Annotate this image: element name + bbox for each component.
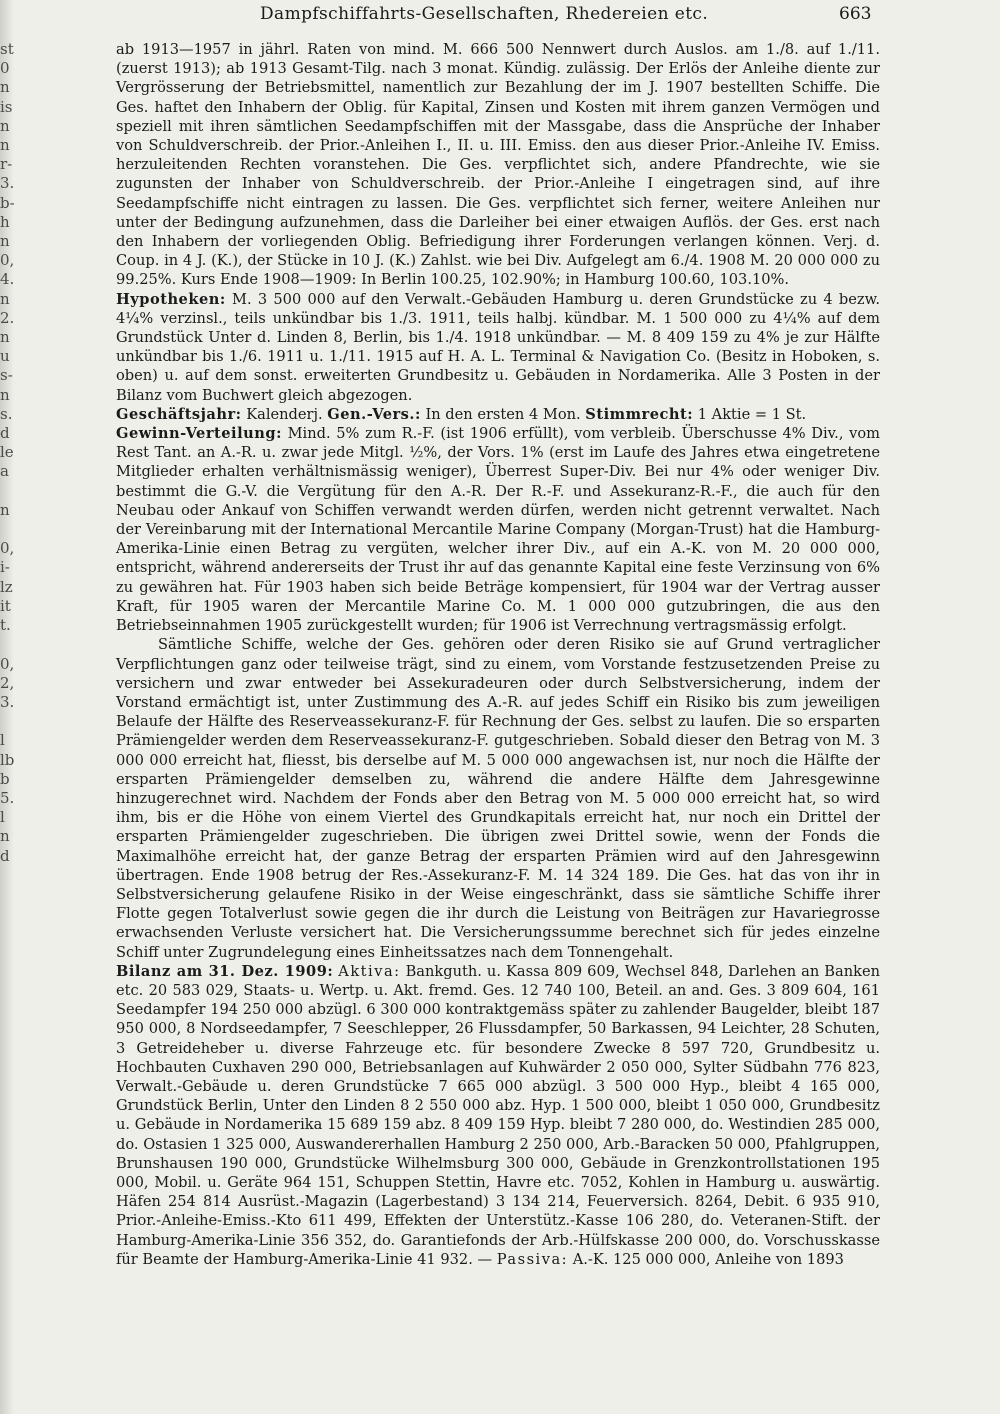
text-run: M. 3 500 000 auf den Verwalt.-Gebäuden Hamburg u. deren Grundstücke zu 4 bezw. 4¼% verzinsl., teils unkündbar bis 1./3. 1911, teils halbj. kündbar. M. 1 500 000 zu 4¼% auf dem Grundstück Unter d. Linden 8, Berlin, bis 1./4. 1918 unkündbar. — M. 8 409 159 zu 4% je zur Hälfte unkündbar bis 1./6. 1911 u. 1./11. 1915 auf H. A. L. Terminal & Navigation Co. (Besitz in Hoboken, s. oben) u. auf dem sonst. erweiterten Grundbesitz u. Gebäuden in Nordamerika. Alle 3 Posten in der Bilanz vom Buchwert gleich abgezogen. (116, 290, 880, 404)
paragraph (116, 635, 880, 961)
section-heading: Hypotheken: (116, 290, 226, 308)
section-heading: Bilanz am 31. Dez. 1909: (116, 962, 334, 980)
section-heading: Gewinn-Verteilung: (116, 425, 282, 443)
text-run: In den ersten 4 Mon. (420, 405, 586, 423)
section-heading: Stimmrecht: (585, 405, 694, 423)
body-text (116, 40, 880, 1269)
paragraph (116, 962, 880, 1269)
section-heading: Geschäftsjahr: (116, 405, 242, 423)
page-number: 663 (839, 4, 872, 24)
paragraph (116, 40, 880, 290)
text-run: A.-K. 125 000 000, Anleihe von 1893 (568, 1250, 844, 1268)
running-head-title: Dampfschiffahrts-Gesellschaften, Rhedereien etc. (260, 4, 709, 24)
paragraph (116, 424, 880, 635)
text-run: Kalenderj. (241, 405, 328, 423)
paragraph (116, 405, 880, 424)
text-run: 1 Aktie = 1 St. (693, 405, 807, 423)
section-label: Aktiva: (338, 962, 401, 980)
text-run: Sämtliche Schiffe, welche der Ges. gehören oder deren Risiko sie auf Grund vertraglicher Verpflichtungen ganz oder teilweise trägt, sind zu einem, vom Vorstande festzusetzenden Preise zu versichern und zwar entweder bei Assekuradeuren oder durch Selbstversicherung, indem der Vorstand ermächtigt ist, unter Zustimmung des A.-R. auf jedes Schiff ein Risiko bis zum jeweiligen Belaufe der Hälfte des Reserveassekuranz-F. für Rechnung der Ges. selbst zu laufen. Die so ersparten Prämiengelder werden dem Reserveassekuranz-F. gutgeschrieben. Sobald dieser den Betrag von M. 3 000 000 erreicht hat, fliesst, bis derselbe auf M. 5 000 000 angewachsen ist, nur noch die Hälfte der ersparten Prämiengelder demselben zu, während die andere Hälfte dem Jahresgewinne hinzugerechnet wird. Nachdem der Fonds aber den Betrag von M. 5 000 000 erreicht hat, so wird ihm, bis er die Höhe von einem Viertel des Grundkapitals erreicht hat, nur noch ein Drittel der ersparten Prämiengelder zugeschrieben. Die übrigen zwei Drittel sowie, wenn der Fonds die Maximalhöhe erreicht hat, der ganze Betrag der ersparten Prämien wird auf den Jahresgewinn übertragen. Ende 1908 betrug der Res.-Assekuranz-F. M. 14 324 189. Die Ges. hat das von ihr in Selbstversicherung gelaufene Risiko in der Weise eingeschränkt, dass sie sämtliche Schiffe ihrer Flotte gegen Totalverlust sowie gegen die ihr durch die Leistung von Beiträgen zur Havariegrosse erwachsenden Verluste versichert hat. Die Versicherungssumme berechnet sich für jedes einzelne Schiff unter Zugrundelegung eines Einheitssatzes nach dem Tonnengehalt. (116, 636, 880, 961)
section-heading: Gen.-Vers.: (327, 405, 421, 423)
text-run: Mind. 5% zum R.-F. (ist 1906 erfüllt), vom verbleib. Überschusse 4% Div., vom Rest Tant. an A.-R. u. zwar jede Mitgl. ½%, der Vors. 1% (erst im Laufe des Jahres etwa eingetretene Mitglieder erhalten verhältnismässig weniger), Überrest Super-Div. Bei nur 4% oder weniger Div. bestimmt die G.-V. die Vergütung für den A.-R. Der R.-F. und Assekuranz-R.-F., die auch für den Neubau oder Ankauf von Schiffen verwandt werden dürfen, werden nicht getrennt verwaltet. Nach der Vereinbarung mit der International Mercantile Marine Company (Morgan-Trust) hat die Hamburg-Amerika-Linie einen Betrag zu vergüten, welcher ihrer Div., auf ein A.-K. von M. 20 000 000, entspricht, während andererseits der Trust ihr auf das genannte Kapital eine feste Verzinsung von 6% zu gewähren hat. Für 1903 haben sich beide Beträge kompensiert, für 1904 war der Vertrag ausser Kraft, für 1905 waren der Mercantile Marine Co. M. 1 000 000 gutzubringen, die aus den Betriebseinnahmen 1905 zurückgestellt wurden; für 1906 ist Verrechnung vertragsmässig erfolgt. (116, 425, 880, 635)
text-run: Bankguth. u. Kassa 809 609, Wechsel 848, Darlehen an Banken etc. 20 583 029, Staats- u. Wertp. u. Akt. fremd. Ges. 12 740 100, Beteil. an and. Ges. 3 809 604, 161 Seedampfer 194 250 000 abzügl. 6 300 000 kontraktgemäss später zu zahlender Baugelder, bleibt 187 950 000, 8 Nordseedampfer, 7 Seeschlepper, 26 Flussdampfer, 50 Barkassen, 94 Leichter, 28 Schuten, 3 Getreideheber u. diverse Fahrzeuge etc. für besondere Zwecke 8 597 720, Grundbesitz u. Hochbauten Cuxhaven 290 000, Betriebsanlagen auf Kuhwärder 2 050 000, Sylter Südbahn 776 823, Verwalt.-Gebäude u. deren Grundstücke 7 665 000 abzügl. 3 500 000 Hyp., bleibt 4 165 000, Grundstück Berlin, Unter den Linden 8 2 550 000 abz. Hyp. 1 500 000, bleibt 1 050 000, Grundbesitz u. Gebäude in Nordamerika 15 689 159 abz. 8 409 159 Hyp. bleibt 7 280 000, do. Westindien 285 000, do. Ostasien 1 325 000, Auswandererhallen Hamburg 2 250 000, Arb.-Baracken 50 000, Pfahlgruppen, Brunshausen 190 000, Grundstücke Wilhelmsburg 300 000, Gebäude in Grenzkontrollstationen 195 000, Mobil. u. Geräte 964 151, Schuppen Stettin, Havre etc. 7052, Kohlen in Hamburg u. auswärtig. Häfen 254 814 Ausrüst.-Magazin (Lagerbestand) 3 134 214, Feuerversich. 8264, Debit. 6 935 910, Prior.-Anleihe-Emiss.-Kto 611 499, Effekten der Unterstütz.-Kasse 106 280, do. Veteranen-Stift. der Hamburg-Amerika-Linie 356 352, do. Garantiefonds der Arb.-Hülfskasse 200 000, do. Vorschusskasse für Beamte der Hamburg-Amerika-Linie 41 932. — (116, 962, 881, 1268)
section-label: Passiva: (496, 1250, 569, 1268)
text-run: ab 1913—1957 in jährl. Raten von mind. M. 666 500 Nennwert durch Auslos. am 1./8. auf 1./11. (zuerst 1913); ab 1913 Gesamt-Tilg. nach 3 monat. Kündig. zulässig. Der Erlös der Anleihe diente zur Vergrösserung der Betriebsmittel, namentlich zur Bezahlung der im J. 1907 bestellten Schiffe. Die Ges. haftet den Inhabern der Oblig. für Kapital, Zinsen und Kosten mit ihrem ganzen Vermögen und speziell mit ihren sämtlichen Seedampfschiffen mit der Massgabe, dass die Ansprüche der Inhaber von Schuldverschreib. der Prior.-Anleihen I., II. u. III. Emiss. den aus dieser Prior.-Anleihe IV. Emiss. herzuleitenden Rechten voranstehen. Die Ges. verpflichtet sich, andere Pfandrechte, wie sie zugunsten der Inhaber von Schuldverschreib. der Prior.-Anleihe I eingetragen sind, auf ihre Seedampfschiffe nicht eintragen zu lassen. Die Ges. verpflichtet sich ferner, weitere Anleihen nur unter der Bedingung aufzunehmen, dass die Darleiher bei einer etwaigen Auflös. der Ges. erst nach den Inhabern der vorliegenden Oblig. Befriedigung ihrer Forderungen verlangen können. Verj. d. Coup. in 4 J. (K.), der Stücke in 10 J. (K.) Zahlst. wie bei Div. Aufgelegt am 6./4. 1908 M. 20 000 000 zu 99.25%. Kurs Ende 1908—1909: In Berlin 100.25, 102.90%; in Hamburg 100.60, 103.10%. (116, 41, 880, 289)
left-margin-bleed: st 0 n is n n r- 3. b- h n 0, 4. n 2. n u s- n s. d le a n 0, i- lz it t. 0, 2, 3. l lb b 5. l n d (0, 40, 15, 865)
paragraph (116, 290, 880, 405)
running-head (0, 4, 1000, 26)
